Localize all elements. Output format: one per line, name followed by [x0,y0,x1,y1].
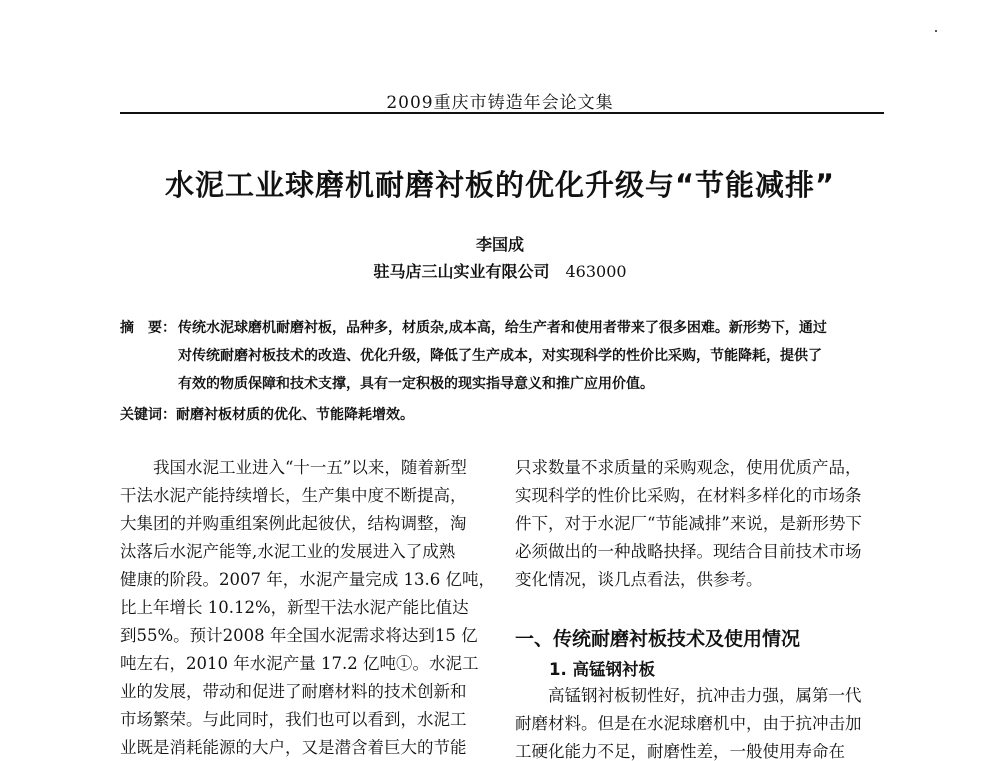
body-line-left: 大集团的并购重组案例此起彼伏，结构调整，淘 [120,514,467,533]
body-line-left: 到55%。预计2008 年全国水泥需求将达到15 亿 [120,626,478,645]
body-line-right: 实现科学的性价比采购，在材料多样化的市场条 [515,486,862,505]
affiliation [0,259,1000,282]
body-line-right: 高锰钢衬板韧性好，抗冲击力强，属第一代 [515,686,862,705]
author-name: 李国成 [475,235,524,254]
paper-title: 水泥工业球磨机耐磨衬板的优化升级与“节能减排” [164,168,836,202]
body-line-right: 耐磨材料。但是在水泥球磨机中，由于抗冲击加 [515,714,862,733]
body-line-left: 干法水泥产能持续增长，生产集中度不断提高， [120,486,467,505]
section-heading: 一、传统耐磨衬板技术及使用情况 [515,628,801,650]
body-line-right: 工硬化能力不足，耐磨性差，一般使用寿命在 [515,742,845,761]
affiliation-name: 驻马店三山实业有限公司 [373,262,550,281]
abstract-line: 有效的物质保障和技术支撑，具有一定积极的现实指导意义和推广应用价值。 [178,376,654,392]
body-line-left: 我国水泥工业进入“十一五”以来，随着新型 [120,458,467,477]
body-line-left: 市场繁荣。与此同时，我们也可以看到，水泥工 [120,710,467,729]
body-line-left: 业的发展，带动和促进了耐磨材料的技术创新和 [120,682,467,701]
body-line-left: 业既是消耗能源的大户，又是潜含着巨大的节能 [120,738,467,757]
body-line-right: 只求数量不求质量的采购观念，使用优质产品， [515,458,862,477]
body-line-left: 健康的阶段。2007 年，水泥产量完成 13.6 亿吨， [120,570,495,589]
body-line-right: 必须做出的一种战略抉择。现结合目前技术市场 [515,542,862,561]
postcode: 463000 [565,262,627,281]
body-line-left: 比上年增长 10.12%，新型干法水泥产能比值达 [120,598,469,617]
body-line-right: 件下，对于水泥厂“节能减排”来说，是新形势下 [515,514,862,533]
subsection-heading: 1. 高锰钢衬板 [549,660,655,679]
abstract-label: 摘 要： [120,320,176,336]
abstract-line: 传统水泥球磨机耐磨衬板，品种多，材质杂,成本高，给生产者和使用者带来了很多困难。新形势下，通过 [178,320,827,336]
abstract-line: 对传统耐磨衬板技术的改造、优化升级，降低了生产成本，对实现科学的性价比采购，节能降耗，提供了 [178,348,822,364]
header-rule [120,112,884,114]
body-line-right: 变化情况，谈几点看法，供参考。 [515,570,763,589]
scan-speck [935,30,937,32]
running-header: 2009重庆市铸造年会论文集 [386,93,614,113]
body-line-left: 汰落后水泥产能等,水泥工业的发展进入了成熟 [120,542,456,561]
keywords: 关键词：耐磨衬板材质的优化、节能降耗增效。 [120,407,414,423]
body-line-left: 吨左右，2010 年水泥产量 17.2 亿吨①。水泥工 [120,654,479,673]
